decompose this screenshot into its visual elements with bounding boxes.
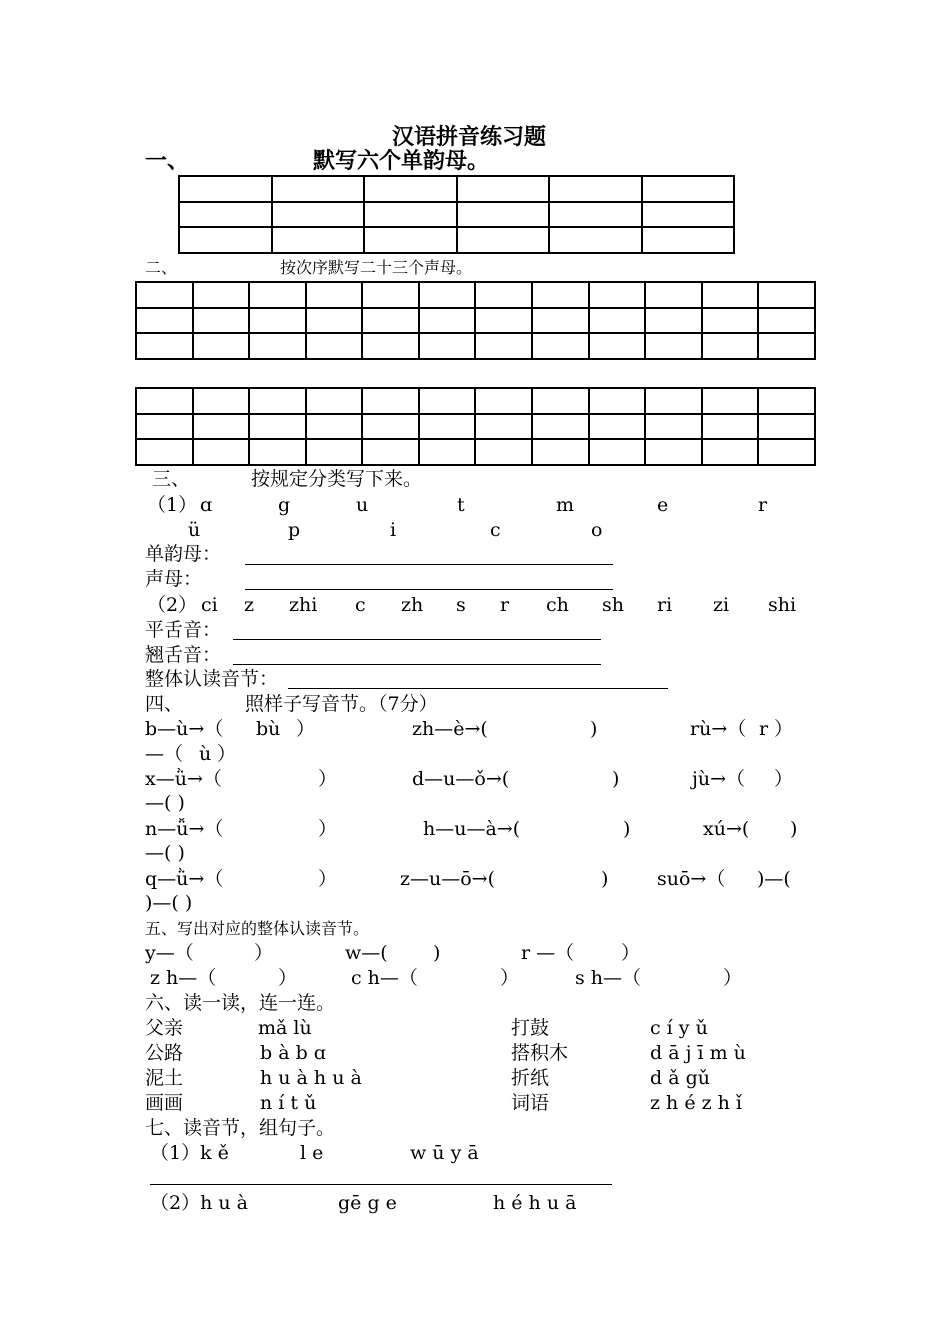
grid-cell[interactable] — [136, 282, 193, 308]
s6-right-pinyin[interactable]: z h é z h ǐ — [650, 1092, 743, 1114]
grid-cell[interactable] — [249, 282, 306, 308]
s6-left-pinyin[interactable]: n í t ǔ — [260, 1092, 317, 1114]
answer-line-single-finals[interactable] — [245, 564, 613, 565]
s5-bracket: ） — [278, 967, 298, 989]
grid-cell[interactable] — [419, 439, 476, 465]
s7-q2-part: （2）h u à — [150, 1192, 248, 1214]
s4-example-answer: r — [759, 718, 769, 740]
s4-item: zh—è→( — [412, 718, 488, 740]
q2-syllable: s — [456, 594, 466, 616]
s5-bracket: ） — [254, 942, 274, 964]
s4-item: —( ) — [145, 792, 185, 814]
grid-cell[interactable] — [475, 282, 532, 308]
q1-letter: ü — [188, 519, 201, 541]
q2-syllable: r — [500, 594, 510, 616]
section-1-number: 一、 — [145, 148, 190, 174]
grid-cell[interactable] — [249, 333, 306, 359]
q2-syllable: c — [355, 594, 366, 616]
grid-cell[interactable] — [179, 176, 272, 202]
q1-letter: m — [556, 494, 575, 516]
q1-letter: c — [490, 519, 501, 541]
section-1-answer-grid[interactable] — [178, 175, 735, 254]
s4-item: q—ǜ→（ — [145, 868, 224, 890]
s6-left-word[interactable]: 父亲 — [145, 1017, 184, 1039]
grid-cell[interactable] — [549, 176, 642, 202]
s6-right-word[interactable]: 词语 — [511, 1092, 550, 1114]
grid-cell[interactable] — [419, 282, 476, 308]
grid-cell[interactable] — [758, 388, 815, 414]
grid-cell[interactable] — [419, 333, 476, 359]
grid-cell[interactable] — [457, 176, 550, 202]
q1-letter: ɑ — [200, 494, 213, 516]
grid-cell[interactable] — [645, 414, 702, 440]
s5-item: w—( — [345, 942, 388, 964]
s6-right-word[interactable]: 折纸 — [511, 1067, 550, 1089]
s7-q1-part: l e — [300, 1142, 324, 1164]
section-3-heading: 按规定分类写下来。 — [251, 468, 423, 490]
grid-cell[interactable] — [532, 308, 589, 334]
grid-cell[interactable] — [758, 439, 815, 465]
q1-letter: t — [457, 494, 465, 516]
s4-example-answer: ù — [199, 743, 212, 765]
s4-bracket: ） — [296, 718, 316, 740]
grid-cell[interactable] — [457, 227, 550, 253]
grid-cell[interactable] — [419, 388, 476, 414]
q2-syllable: sh — [602, 594, 624, 616]
s7-q2-part: h é h u ā — [493, 1192, 577, 1214]
s4-bracket: )—( — [757, 868, 791, 890]
page-title: 汉语拼音练习题 — [392, 124, 547, 150]
s7-q1-part: （1）k ě — [150, 1142, 229, 1164]
s4-item: rù→（ — [690, 718, 747, 740]
section-4-number: 四、 — [145, 693, 184, 715]
grid-cell[interactable] — [362, 308, 419, 334]
s6-left-pinyin[interactable]: b à b ɑ — [260, 1042, 326, 1064]
s5-item: s h—（ — [575, 967, 642, 989]
s5-item: c h—（ — [351, 967, 418, 989]
grid-cell[interactable] — [645, 333, 702, 359]
s5-item: y—（ — [145, 942, 194, 964]
section-4-heading: 照样子写音节。（7分） — [245, 693, 438, 715]
grid-cell[interactable] — [702, 388, 759, 414]
s4-example-answer: bù — [256, 718, 281, 740]
s6-left-pinyin[interactable]: mǎ lù — [258, 1017, 312, 1039]
grid-cell[interactable] — [249, 414, 306, 440]
grid-cell[interactable] — [362, 439, 419, 465]
q2-syllable: zi — [713, 594, 730, 616]
s6-right-pinyin[interactable]: c í y ǔ — [650, 1017, 708, 1039]
grid-cell[interactable] — [272, 176, 365, 202]
grid-cell[interactable] — [193, 333, 250, 359]
label-whole-syllables: 整体认读音节： — [145, 668, 279, 690]
grid-cell[interactable] — [475, 333, 532, 359]
grid-cell[interactable] — [193, 388, 250, 414]
grid-cell[interactable] — [549, 202, 642, 228]
answer-line-curled-tongue[interactable] — [233, 664, 601, 665]
grid-cell[interactable] — [702, 333, 759, 359]
s4-item: —( ) — [145, 842, 185, 864]
grid-cell[interactable] — [702, 308, 759, 334]
grid-cell[interactable] — [589, 439, 646, 465]
grid-cell[interactable] — [475, 308, 532, 334]
grid-cell[interactable] — [249, 388, 306, 414]
grid-cell[interactable] — [532, 439, 589, 465]
s7-q1-answer-line[interactable] — [150, 1184, 612, 1185]
section-7-heading: 七、读音节，组句子。 — [145, 1117, 336, 1139]
grid-cell[interactable] — [272, 227, 365, 253]
grid-cell[interactable] — [589, 414, 646, 440]
s4-item: jù→（ — [692, 768, 746, 790]
q1-letter: o — [591, 519, 603, 541]
s4-bracket: ） — [318, 768, 338, 790]
grid-cell[interactable] — [642, 202, 735, 228]
grid-cell[interactable] — [549, 227, 642, 253]
grid-cell[interactable] — [136, 333, 193, 359]
s4-item: h—u—à→( — [423, 818, 521, 840]
grid-cell[interactable] — [193, 414, 250, 440]
section-2-answer-grid-1[interactable] — [135, 281, 816, 360]
q2-syllable: ci — [201, 594, 218, 616]
grid-cell[interactable] — [702, 414, 759, 440]
grid-cell[interactable] — [306, 439, 363, 465]
grid-cell[interactable] — [758, 282, 815, 308]
s4-item: x—ǜ→（ — [145, 768, 222, 790]
section-3-q1-prefix: （1） — [147, 494, 198, 516]
grid-cell[interactable] — [645, 439, 702, 465]
section-2-answer-grid-2[interactable] — [135, 387, 816, 466]
grid-cell[interactable] — [362, 388, 419, 414]
q1-letter: r — [758, 494, 768, 516]
s4-bracket: ） — [318, 818, 338, 840]
s6-right-pinyin[interactable]: d ǎ gǔ — [650, 1067, 710, 1089]
grid-cell[interactable] — [758, 414, 815, 440]
grid-cell[interactable] — [306, 308, 363, 334]
s4-item: —（ — [145, 743, 184, 765]
s6-right-pinyin[interactable]: d ā j ī m ù — [650, 1042, 746, 1064]
grid-cell[interactable] — [589, 308, 646, 334]
s5-bracket: ） — [621, 942, 641, 964]
s5-bracket: ) — [433, 942, 441, 964]
grid-cell[interactable] — [475, 439, 532, 465]
s5-item: z h—（ — [150, 967, 217, 989]
grid-cell[interactable] — [193, 439, 250, 465]
s4-bracket: ) — [590, 718, 598, 740]
grid-cell[interactable] — [419, 308, 476, 334]
grid-cell[interactable] — [306, 282, 363, 308]
label-initials: 声母： — [145, 568, 203, 590]
s4-bracket: ) — [612, 768, 620, 790]
grid-cell[interactable] — [136, 414, 193, 440]
s4-bracket: ) — [790, 818, 798, 840]
grid-cell[interactable] — [136, 308, 193, 334]
grid-cell[interactable] — [532, 333, 589, 359]
label-single-finals: 单韵母： — [145, 543, 222, 565]
grid-cell[interactable] — [589, 282, 646, 308]
grid-cell[interactable] — [532, 282, 589, 308]
s4-bracket: ） — [217, 743, 237, 765]
grid-cell[interactable] — [702, 439, 759, 465]
answer-line-whole-syllables[interactable] — [288, 688, 668, 689]
section-2-heading: 按次序默写二十三个声母。 — [280, 258, 473, 277]
grid-cell[interactable] — [475, 414, 532, 440]
s6-left-word[interactable]: 画画 — [145, 1092, 184, 1114]
grid-cell[interactable] — [642, 176, 735, 202]
grid-cell[interactable] — [645, 282, 702, 308]
grid-cell[interactable] — [193, 282, 250, 308]
section-2-number: 二、 — [145, 258, 178, 277]
grid-cell[interactable] — [457, 202, 550, 228]
answer-line-flat-tongue[interactable] — [233, 639, 601, 640]
s7-q1-part: w ū y ā — [410, 1142, 479, 1164]
q1-letter: u — [356, 494, 369, 516]
s7-q2-part: gē g e — [338, 1192, 397, 1214]
grid-cell[interactable] — [642, 227, 735, 253]
s4-bracket: ) — [623, 818, 631, 840]
q1-letter: p — [288, 519, 301, 541]
section-3-number: 三、 — [152, 468, 191, 490]
grid-cell[interactable] — [249, 308, 306, 334]
section-1-heading: 默写六个单韵母。 — [313, 148, 490, 174]
grid-cell[interactable] — [364, 202, 457, 228]
label-flat-tongue: 平舌音： — [145, 619, 222, 641]
grid-cell[interactable] — [362, 414, 419, 440]
grid-cell[interactable] — [179, 202, 272, 228]
grid-cell[interactable] — [306, 414, 363, 440]
s5-bracket: ） — [723, 967, 743, 989]
s5-item: r —（ — [521, 942, 575, 964]
s4-item: d—u—ǒ→( — [412, 768, 510, 790]
s6-left-pinyin[interactable]: h u à h u à — [260, 1067, 362, 1089]
s6-left-word[interactable]: 泥土 — [145, 1067, 184, 1089]
grid-cell[interactable] — [645, 388, 702, 414]
q2-syllable: zhi — [289, 594, 318, 616]
grid-cell[interactable] — [136, 388, 193, 414]
grid-cell[interactable] — [136, 439, 193, 465]
grid-cell[interactable] — [589, 388, 646, 414]
section-5-heading: 五、写出对应的整体认读音节。 — [145, 919, 370, 938]
grid-cell[interactable] — [475, 388, 532, 414]
s4-item: suō→（ — [657, 868, 726, 890]
grid-cell[interactable] — [589, 333, 646, 359]
grid-cell[interactable] — [758, 333, 815, 359]
grid-cell[interactable] — [249, 439, 306, 465]
s5-bracket: ） — [500, 967, 520, 989]
q2-syllable: ri — [657, 594, 673, 616]
grid-cell[interactable] — [362, 333, 419, 359]
q2-syllable: zh — [401, 594, 424, 616]
grid-cell[interactable] — [758, 308, 815, 334]
s4-item: b—ù→（ — [145, 718, 224, 740]
grid-cell[interactable] — [419, 414, 476, 440]
s4-item: xú→( — [703, 818, 750, 840]
q2-syllable: shi — [768, 594, 797, 616]
s6-right-word[interactable]: 打鼓 — [511, 1017, 550, 1039]
grid-cell[interactable] — [193, 308, 250, 334]
grid-cell[interactable] — [645, 308, 702, 334]
grid-cell[interactable] — [362, 282, 419, 308]
s4-bracket: ） — [774, 718, 794, 740]
s4-bracket: ） — [774, 768, 794, 790]
s4-item: z—u—ō→( — [400, 868, 496, 890]
grid-cell[interactable] — [532, 414, 589, 440]
s6-left-word[interactable]: 公路 — [145, 1042, 184, 1064]
grid-cell[interactable] — [272, 202, 365, 228]
q1-letter: g — [278, 494, 291, 516]
q2-syllable: z — [244, 594, 255, 616]
q1-letter: i — [390, 519, 397, 541]
grid-cell[interactable] — [306, 333, 363, 359]
grid-cell[interactable] — [179, 227, 272, 253]
q2-syllable: ch — [546, 594, 569, 616]
label-curled-tongue: 翘舌音： — [145, 644, 222, 666]
answer-line-initials[interactable] — [245, 589, 613, 590]
s4-bracket: ） — [318, 868, 338, 890]
s4-bracket: ) — [601, 868, 609, 890]
s4-item: n—ǚ→（ — [145, 818, 224, 840]
grid-cell[interactable] — [306, 388, 363, 414]
grid-cell[interactable] — [532, 388, 589, 414]
section-3-q2-prefix: （2） — [147, 594, 198, 616]
grid-cell[interactable] — [364, 227, 457, 253]
grid-cell[interactable] — [364, 176, 457, 202]
section-6-heading: 六、读一读，连一连。 — [145, 992, 336, 1014]
s6-right-word[interactable]: 搭积木 — [511, 1042, 569, 1064]
q1-letter: e — [657, 494, 669, 516]
s4-item: )—( ) — [145, 892, 193, 914]
grid-cell[interactable] — [702, 282, 759, 308]
